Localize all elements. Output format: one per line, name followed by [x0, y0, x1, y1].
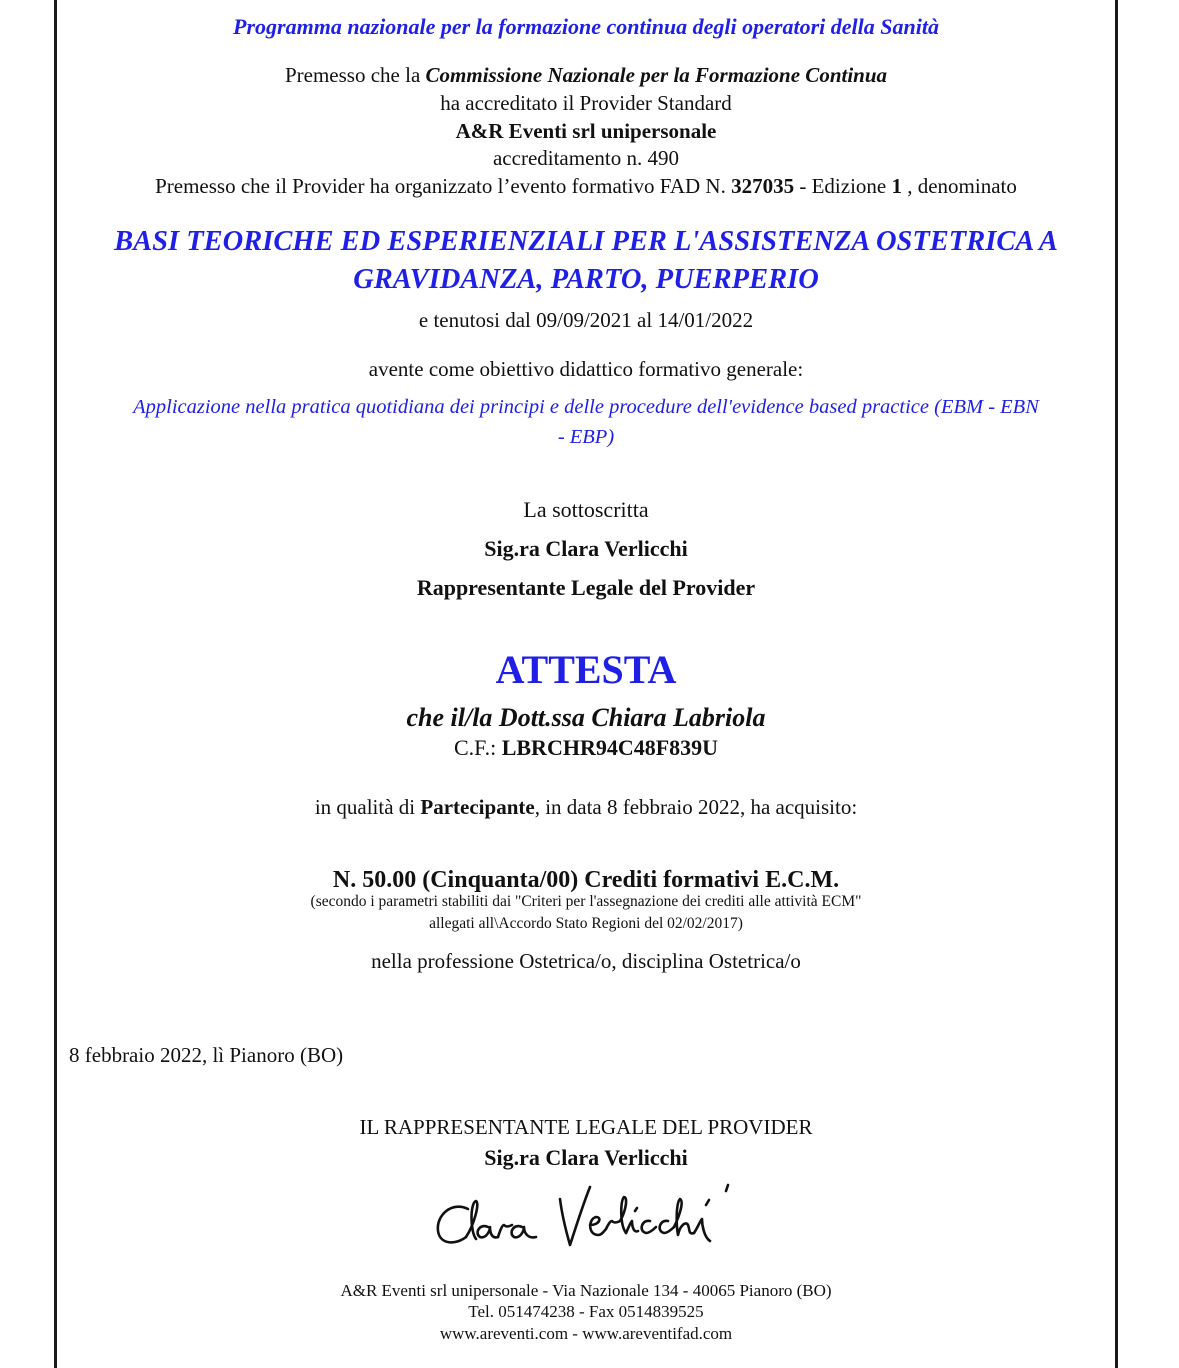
criteria-line-2: allegati all\Accordo Stato Regioni del 02/02/2017): [429, 915, 743, 932]
footer-website: www.areventi.com - www.areventifad.com: [439, 1324, 733, 1343]
course-dates: e tenutosi dal 09/09/2021 al 14/01/2022: [418, 308, 754, 332]
closing-signatory-name: Sig.ra Clara Verlicchi: [484, 1145, 688, 1170]
event-number: 327035: [731, 174, 795, 198]
footer-address: A&R Eventi srl unipersonale - Via Nazionale 134 - 40065 Pianoro (BO): [340, 1281, 832, 1300]
objective-intro: avente come obiettivo didattico formativo generale:: [368, 357, 804, 381]
certificate-page: [57, 0, 1115, 1368]
place-date: 8 febbraio 2022, lì Pianoro (BO): [69, 1043, 344, 1067]
signatory-intro: La sottoscritta: [523, 497, 649, 522]
signatory-name: Sig.ra Clara Verlicchi: [484, 536, 688, 561]
handwritten-signature: [430, 1175, 744, 1267]
program-title: Programma nazionale per la formazione continua degli operatori della Sanità: [233, 14, 939, 39]
participant-role: Partecipante: [420, 795, 535, 819]
participation-line: in qualità di Partecipante, in data 8 febbraio 2022, ha acquisito:: [314, 795, 858, 819]
edition-number: 1: [891, 174, 902, 198]
provider-name: A&R Eventi srl unipersonale: [455, 119, 717, 143]
accreditation-number: accreditamento n. 490: [492, 146, 679, 170]
signature-image: [430, 1175, 744, 1267]
objective-line-1: Applicazione nella pratica quotidiana dei principi e delle procedure dell'evidence based practice (EBM - EBN: [133, 396, 1039, 418]
criteria-line-1: (secondo i parametri stabiliti dai "Criteri per l'assegnazione dei crediti alle attività ECM": [310, 893, 862, 910]
attesta-heading: ATTESTA: [495, 647, 677, 692]
profession-line: nella professione Ostetrica/o, disciplina Ostetrica/o: [371, 949, 801, 973]
credits-awarded: N. 50.00 (Cinquanta/00) Crediti formativi E.C.M.: [332, 867, 840, 893]
closing-title: IL RAPPRESENTANTE LEGALE DEL PROVIDER: [359, 1115, 813, 1139]
event-line: Premesso che il Provider ha organizzato l’evento formativo FAD N. 327035 - Edizione 1 , denominato: [155, 174, 1017, 198]
course-title-line-2: GRAVIDANZA, PARTO, PUERPERIO: [353, 264, 819, 295]
course-title-line-1: BASI TEORICHE ED ESPERIENZIALI PER L'ASSISTENZA OSTETRICA A: [114, 226, 1058, 257]
footer-phone: Tel. 051474238 - Fax 0514839525: [468, 1302, 704, 1321]
signatory-role: Rappresentante Legale del Provider: [416, 575, 756, 600]
premise-line-2: ha accreditato il Provider Standard: [440, 91, 732, 115]
objective-line-2: - EBP): [557, 426, 615, 448]
fiscal-code-line: C.F.: LBRCHR94C48F839U: [453, 735, 719, 760]
fiscal-code-value: LBRCHR94C48F839U: [501, 735, 719, 760]
premise-line-1: Premesso che la Commissione Nazionale per la Formazione Continua: [284, 63, 888, 87]
participant-name: che il/la Dott.ssa Chiara Labriola: [406, 703, 766, 732]
commission-name: Commissione Nazionale per la Formazione Continua: [425, 63, 888, 87]
page-right-border: [1115, 0, 1118, 1368]
